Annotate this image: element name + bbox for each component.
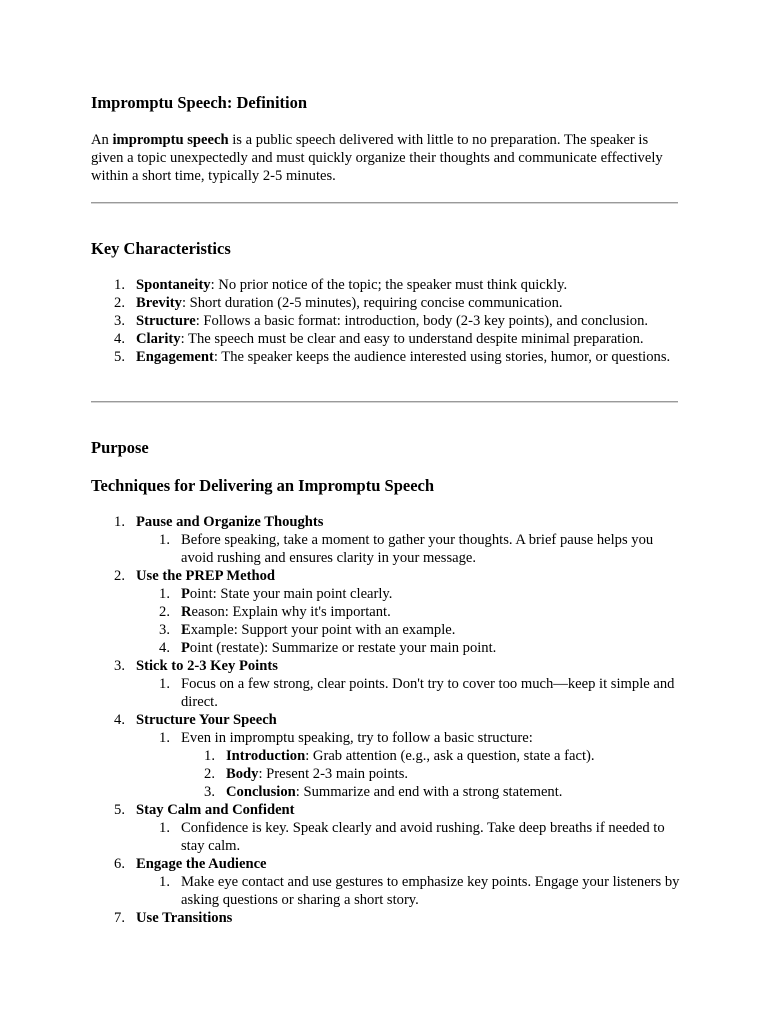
list-number: 3. [159, 622, 170, 638]
sub-item [136, 819, 681, 855]
sub-item-text: xample: Support your point with an example. [190, 622, 456, 638]
prep-sublist [136, 585, 681, 657]
technique-sublist [136, 729, 681, 801]
list-number: 5. [114, 802, 125, 818]
nested-item [181, 765, 681, 783]
technique-title: Engage the Audience [136, 856, 267, 872]
list-number: 2. [114, 568, 125, 584]
definition-term: impromptu speech [112, 132, 229, 148]
horizontal-rule [91, 202, 678, 204]
technique-title: Pause and Organize Thoughts [136, 514, 324, 530]
list-number: 1. [159, 586, 170, 602]
list-number: 1. [204, 748, 215, 764]
list-number: 3. [204, 784, 215, 800]
item-term: Body [226, 766, 259, 782]
techniques-list [91, 513, 681, 927]
definition-text: is a public speech delivered with little to no preparation. The speaker is given a topic unexpectedly and must quickly organize their thoughts and communicate effectively within a short time, typically 2-5 minutes. [91, 132, 663, 184]
sub-item [136, 873, 681, 909]
list-number: 4. [114, 712, 125, 728]
list-number: 1. [159, 874, 170, 890]
technique-sublist [136, 873, 681, 909]
purpose-heading: Purpose [91, 438, 149, 457]
list-item [91, 312, 681, 330]
list-number: 5. [114, 349, 125, 365]
horizontal-rule [91, 401, 678, 403]
sub-item [136, 675, 681, 711]
technique-sublist [136, 531, 681, 567]
list-number: 1. [159, 532, 170, 548]
definition-paragraph [91, 131, 681, 185]
technique-title: Stay Calm and Confident [136, 802, 295, 818]
list-number: 1. [159, 820, 170, 836]
sub-item-text: Make eye contact and use gestures to emphasize key points. Engage your listeners by asking questions or sharing a short story. [181, 874, 680, 908]
prep-letter: P [181, 640, 190, 656]
item-text: : Follows a basic format: introduction, body (2-3 key points), and conclusion. [195, 313, 649, 329]
technique-title: Stick to 2-3 Key Points [136, 658, 278, 674]
sub-item-text: Confidence is key. Speak clearly and avoid rushing. Take deep breaths if needed to stay calm. [181, 820, 665, 854]
item-text: : Present 2-3 main points. [258, 766, 409, 782]
list-number: 4. [114, 331, 125, 347]
list-number: 1. [159, 730, 170, 746]
technique-sublist [136, 675, 681, 711]
item-text: : Grab attention (e.g., ask a question, state a fact). [305, 748, 595, 764]
list-number: 2. [204, 766, 215, 782]
sub-item [136, 585, 681, 603]
item-text: : The speech must be clear and easy to understand despite minimal preparation. [180, 331, 644, 347]
list-item [91, 348, 681, 366]
nested-item [181, 783, 681, 801]
technique-item [91, 801, 681, 855]
item-term: Clarity [136, 331, 181, 347]
list-number: 6. [114, 856, 125, 872]
technique-title: Use Transitions [136, 910, 233, 926]
techniques-heading: Techniques for Delivering an Impromptu Speech [91, 476, 435, 495]
item-text: : Short duration (2-5 minutes), requiring concise communication. [181, 295, 563, 311]
list-number: 3. [114, 313, 125, 329]
list-item [91, 294, 681, 312]
sub-item [136, 621, 681, 639]
sub-item-text: Focus on a few strong, clear points. Don't try to cover too much—keep it simple and direct. [181, 676, 675, 710]
characteristics-list [91, 276, 681, 366]
sub-item-text: oint: State your main point clearly. [189, 586, 393, 602]
list-number: 2. [159, 604, 170, 620]
sub-item-text: Even in impromptu speaking, try to follow a basic structure: [181, 730, 533, 746]
item-term: Engagement [136, 349, 214, 365]
item-term: Structure [136, 313, 196, 329]
technique-item [91, 567, 681, 657]
item-term: Brevity [136, 295, 182, 311]
list-number: 3. [114, 658, 125, 674]
technique-title: Use the PREP Method [136, 568, 276, 584]
list-number: 4. [159, 640, 170, 656]
definition-heading: Impromptu Speech: Definition [91, 93, 308, 112]
sub-item-text: eason: Explain why it's important. [191, 604, 391, 620]
list-number: 1. [159, 676, 170, 692]
list-item [91, 276, 681, 294]
sub-item-text: Before speaking, take a moment to gather your thoughts. A brief pause helps you avoid rushing and ensures clarity in your message. [181, 532, 654, 566]
technique-item [91, 711, 681, 801]
item-term: Spontaneity [136, 277, 211, 293]
sub-item [136, 531, 681, 567]
technique-item [91, 513, 681, 567]
item-text: : No prior notice of the topic; the speaker must think quickly. [210, 277, 568, 293]
technique-item [91, 909, 681, 927]
prep-letter: P [181, 586, 190, 602]
characteristics-heading: Key Characteristics [91, 239, 231, 258]
prep-letter: E [181, 622, 191, 638]
item-text: : The speaker keeps the audience interested using stories, humor, or questions. [213, 349, 671, 365]
item-term: Conclusion [226, 784, 296, 800]
item-term: Introduction [226, 748, 306, 764]
technique-item [91, 855, 681, 909]
sub-item [136, 639, 681, 657]
list-number: 2. [114, 295, 125, 311]
sub-item [136, 603, 681, 621]
prep-letter: R [181, 604, 192, 620]
item-text: : Summarize and end with a strong statement. [295, 784, 563, 800]
list-number: 1. [114, 277, 125, 293]
list-number: 7. [114, 910, 125, 926]
structure-sublist [181, 747, 681, 801]
sub-item [136, 729, 681, 801]
technique-title: Structure Your Speech [136, 712, 277, 728]
technique-item [91, 657, 681, 711]
definition-text-pre: An [91, 132, 113, 148]
list-item [91, 330, 681, 348]
sub-item-text: oint (restate): Summarize or restate your main point. [189, 640, 497, 656]
list-number: 1. [114, 514, 125, 530]
nested-item [181, 747, 681, 765]
technique-sublist [136, 819, 681, 855]
